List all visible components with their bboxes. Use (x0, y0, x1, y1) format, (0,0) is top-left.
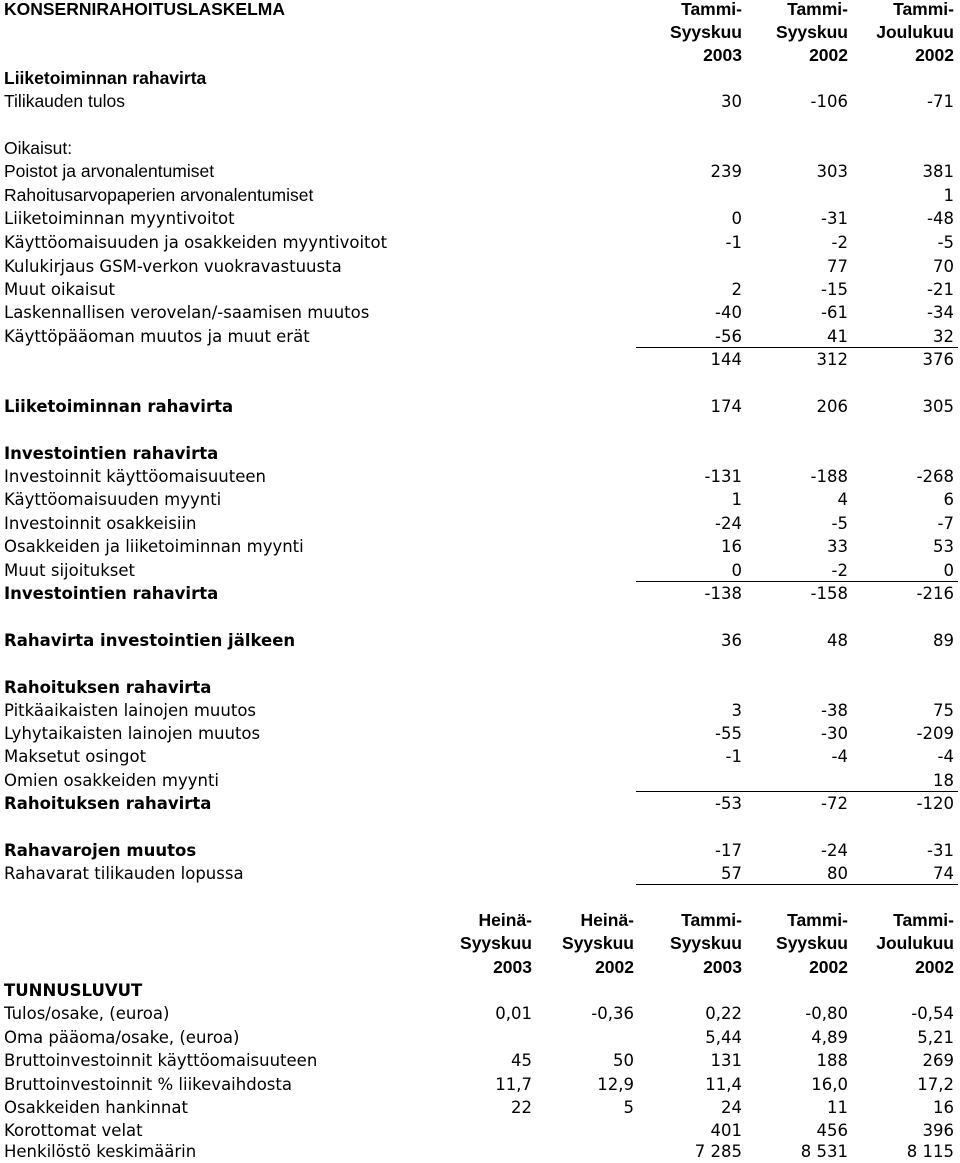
kpi-header-4-line3: 2002 (809, 957, 848, 977)
col-header-3-line2: Joulukuu (876, 22, 954, 42)
row-label: Osakkeiden hankinnat (4, 1098, 188, 1117)
row-label: Osakkeiden ja liiketoiminnan myynti (4, 537, 304, 556)
total-row (0, 629, 960, 652)
table-row (0, 255, 960, 278)
row-label: Liiketoiminnan rahavirta (4, 397, 234, 416)
value-cell: 30 (721, 92, 742, 111)
value-cell: 74 (933, 864, 954, 883)
value-cell: 41 (827, 327, 848, 346)
value-cell: -34 (927, 303, 954, 322)
kpi-row (0, 1026, 960, 1049)
value-cell: 401 (710, 1121, 742, 1140)
row-label: Rahoituksen rahavirta (4, 794, 212, 813)
col-header-2-line1: Tammi- (787, 0, 848, 19)
value-cell: -48 (927, 209, 954, 228)
value-cell: 75 (933, 701, 954, 720)
value-cell: -1 (725, 747, 742, 766)
row-label: Tilikauden tulos (4, 91, 125, 111)
value-cell: 17,2 (917, 1075, 954, 1094)
value-cell: 70 (933, 257, 954, 276)
table-row (0, 184, 960, 207)
value-cell: -2 (831, 561, 848, 580)
kpi-header-4-line2: Syyskuu (776, 933, 848, 953)
row-label: Bruttoinvestoinnit % liikevaihdosta (4, 1075, 292, 1094)
value-cell: 8 115 (906, 1142, 954, 1161)
kpi-header-1-line3: 2003 (493, 957, 532, 977)
value-cell: -106 (810, 92, 848, 111)
col-header-1-line3: 2003 (703, 45, 742, 65)
row-label: Investoinnit osakkeisiin (4, 514, 197, 533)
value-cell: 0 (731, 209, 742, 228)
kpi-header-3-line2: Syyskuu (670, 933, 742, 953)
value-cell: 3 (731, 701, 742, 720)
value-cell: 18 (933, 771, 954, 790)
row-label: Muut sijoitukset (4, 561, 136, 580)
total-row (0, 839, 960, 862)
value-cell: 6 (943, 490, 954, 509)
value-cell: -138 (704, 584, 742, 603)
row-label: Käyttöomaisuuden myynti (4, 490, 222, 509)
row-label: Tulos/osake, (euroa) (4, 1004, 170, 1023)
value-cell: 396 (922, 1121, 954, 1140)
section-heading-row (0, 67, 960, 90)
value-cell: -158 (810, 584, 848, 603)
value-cell: -5 (937, 233, 954, 252)
value-cell: 16,0 (811, 1075, 848, 1094)
kpi-header-3-line3: 2003 (703, 957, 742, 977)
row-label: Pitkäaikaisten lainojen muutos (4, 701, 257, 720)
value-cell: 1 (943, 186, 954, 205)
value-cell: 0,01 (495, 1004, 532, 1023)
col-header-3-line1: Tammi- (893, 0, 954, 19)
col-header-1-line2: Syyskuu (670, 22, 742, 42)
col-header-2-line2: Syyskuu (776, 22, 848, 42)
col-header-2-line3: 2002 (809, 45, 848, 65)
value-cell: 144 (710, 350, 742, 369)
kpi-row (0, 1073, 960, 1096)
value-cell: -131 (704, 467, 742, 486)
table-row (0, 231, 960, 254)
row-label: Oma pääoma/osake, (euroa) (4, 1028, 240, 1047)
row-label: Bruttoinvestoinnit käyttöomaisuuteen (4, 1051, 318, 1070)
table-row (0, 745, 960, 768)
value-cell: 312 (816, 350, 848, 369)
value-cell: 5 (623, 1098, 634, 1117)
table-row (0, 722, 960, 745)
value-cell: 22 (511, 1098, 532, 1117)
value-cell: 89 (933, 631, 954, 650)
row-label: Henkilöstö keskimäärin (4, 1142, 197, 1161)
col-header-3-line3: 2002 (915, 45, 954, 65)
value-cell: 16 (933, 1098, 954, 1117)
value-cell: 36 (721, 631, 742, 650)
row-label: Maksetut osingot (4, 747, 147, 766)
row-label: Poistot ja arvonalentumiset (4, 161, 215, 181)
statement-title: KONSERNIRAHOITUSLASKELMA (4, 0, 285, 19)
value-cell: 12,9 (597, 1075, 634, 1094)
kpi-row (0, 1002, 960, 1025)
value-cell: -38 (821, 701, 848, 720)
value-cell: -31 (821, 209, 848, 228)
value-cell: 269 (922, 1051, 954, 1070)
value-cell: 1 (731, 490, 742, 509)
value-cell: -120 (916, 794, 954, 813)
row-label: Käyttöomaisuuden ja osakkeiden myyntivoitot (4, 233, 388, 252)
kpi-header-5-line3: 2002 (915, 957, 954, 977)
table-row (0, 301, 960, 324)
row-label: Liiketoiminnan myyntivoitot (4, 209, 235, 228)
value-cell: 8 531 (800, 1142, 848, 1161)
value-cell: 206 (816, 397, 848, 416)
value-cell: 80 (827, 864, 848, 883)
value-cell: 16 (721, 537, 742, 556)
value-cell: -56 (715, 327, 742, 346)
value-cell: -24 (715, 514, 742, 533)
value-cell: 4,89 (811, 1028, 848, 1047)
adjustments-heading: Oikaisut: (4, 138, 73, 158)
row-label: Rahavarojen muutos (4, 841, 197, 860)
value-cell: 303 (816, 162, 848, 181)
table-row (0, 535, 960, 558)
closing-divider (636, 884, 958, 885)
kpi-header-4-line1: Tammi- (787, 910, 848, 930)
value-cell: -0,54 (911, 1004, 954, 1023)
value-cell: 11,7 (495, 1075, 532, 1094)
section-heading-row (0, 979, 960, 1002)
value-cell: 0 (731, 561, 742, 580)
table-row (0, 512, 960, 535)
value-cell: 131 (710, 1051, 742, 1070)
value-cell: 239 (710, 162, 742, 181)
value-cell: 2 (731, 280, 742, 299)
table-row (0, 769, 960, 792)
value-cell: -30 (821, 724, 848, 743)
value-cell: 11,4 (705, 1075, 742, 1094)
kpi-heading: TUNNUSLUVUT (4, 981, 143, 1000)
row-label: Rahoitusarvopaperien arvonalentumiset (4, 185, 314, 205)
table-row (0, 207, 960, 230)
value-cell: 48 (827, 631, 848, 650)
value-cell: 174 (710, 397, 742, 416)
table-row (0, 90, 960, 113)
value-cell: 0,22 (705, 1004, 742, 1023)
value-cell: 7 285 (694, 1142, 742, 1161)
value-cell: 45 (511, 1051, 532, 1070)
table-row (0, 325, 960, 348)
value-cell: -17 (715, 841, 742, 860)
value-cell: 53 (933, 537, 954, 556)
row-label: Kulukirjaus GSM-verkon vuokravastuusta (4, 257, 342, 276)
kpi-header-2-line3: 2002 (595, 957, 634, 977)
value-cell: -15 (821, 280, 848, 299)
value-cell: -40 (715, 303, 742, 322)
value-cell: 5,44 (705, 1028, 742, 1047)
row-label: Omien osakkeiden myynti (4, 771, 219, 790)
value-cell: -2 (831, 233, 848, 252)
value-cell: 50 (613, 1051, 634, 1070)
kpi-header-1-line2: Syyskuu (460, 933, 532, 953)
value-cell: -1 (725, 233, 742, 252)
row-label: Rahavirta investointien jälkeen (4, 631, 296, 650)
kpi-row (0, 1096, 960, 1119)
kpi-header-5-line1: Tammi- (893, 910, 954, 930)
total-row (0, 792, 960, 815)
kpi-header-3-line1: Tammi- (681, 910, 742, 930)
value-cell: -4 (831, 747, 848, 766)
kpi-row (0, 1140, 960, 1163)
kpi-row (0, 1119, 960, 1142)
total-row (0, 582, 960, 605)
value-cell: 77 (827, 257, 848, 276)
value-cell: -71 (927, 92, 954, 111)
kpi-header-1-line1: Heinä- (478, 910, 532, 930)
kpi-header-2-line1: Heinä- (580, 910, 634, 930)
value-cell: -0,80 (805, 1004, 848, 1023)
value-cell: -55 (715, 724, 742, 743)
table-row (0, 160, 960, 183)
section-heading-row (0, 137, 960, 160)
value-cell: 188 (816, 1051, 848, 1070)
value-cell: -31 (927, 841, 954, 860)
value-cell: -61 (821, 303, 848, 322)
subtotal-row (0, 348, 960, 371)
value-cell: 33 (827, 537, 848, 556)
value-cell: -72 (821, 794, 848, 813)
value-cell: 24 (721, 1098, 742, 1117)
kpi-row (0, 1049, 960, 1072)
value-cell: -268 (916, 467, 954, 486)
table-row (0, 862, 960, 885)
value-cell: 376 (922, 350, 954, 369)
row-label: Korottomat velat (4, 1121, 143, 1140)
col-header-1-line1: Tammi- (681, 0, 742, 19)
value-cell: -7 (937, 514, 954, 533)
value-cell: -21 (927, 280, 954, 299)
row-label: Laskennallisen verovelan/-saamisen muutos (4, 303, 370, 322)
kpi-header-5-line2: Joulukuu (876, 933, 954, 953)
section-heading-row (0, 676, 960, 699)
value-cell: 456 (816, 1121, 848, 1140)
row-label: Rahavarat tilikauden lopussa (4, 864, 244, 883)
value-cell: -188 (810, 467, 848, 486)
value-cell: 5,21 (917, 1028, 954, 1047)
value-cell: 11 (827, 1098, 848, 1117)
table-row (0, 488, 960, 511)
value-cell: 0 (943, 561, 954, 580)
section-heading-row (0, 442, 960, 465)
value-cell: -209 (916, 724, 954, 743)
total-row (0, 395, 960, 418)
kpi-header-2-line2: Syyskuu (562, 933, 634, 953)
value-cell: 305 (922, 397, 954, 416)
value-cell: -4 (937, 747, 954, 766)
financing-heading: Rahoituksen rahavirta (4, 678, 212, 697)
value-cell: -0,36 (591, 1004, 634, 1023)
value-cell: 381 (922, 162, 954, 181)
table-row (0, 465, 960, 488)
value-cell: -216 (916, 584, 954, 603)
value-cell: -5 (831, 514, 848, 533)
value-cell: -53 (715, 794, 742, 813)
investing-heading: Investointien rahavirta (4, 444, 219, 463)
table-row (0, 559, 960, 582)
row-label: Käyttöpääoman muutos ja muut erät (4, 327, 310, 346)
row-label: Lyhytaikaisten lainojen muutos (4, 724, 261, 743)
value-cell: 57 (721, 864, 742, 883)
row-label: Muut oikaisut (4, 280, 116, 299)
row-label: Investoinnit käyttöomaisuuteen (4, 467, 266, 486)
operating-heading: Liiketoiminnan rahavirta (4, 68, 207, 88)
value-cell: 4 (837, 490, 848, 509)
table-row (0, 699, 960, 722)
value-cell: 32 (933, 327, 954, 346)
row-label: Investointien rahavirta (4, 584, 219, 603)
value-cell: -24 (821, 841, 848, 860)
table-row (0, 278, 960, 301)
